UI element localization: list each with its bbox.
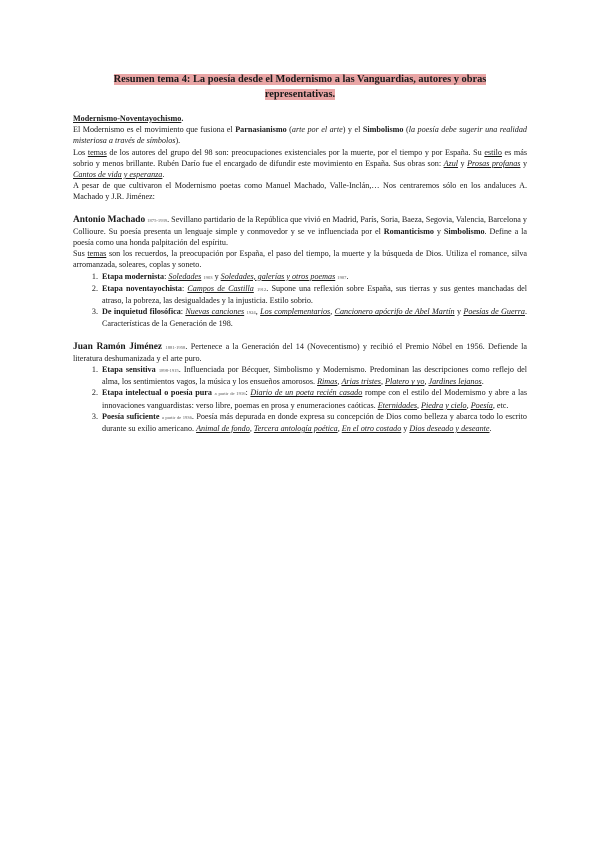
modernismo-paragraph-1: El Modernismo es el movimiento que fusiona el Parnasianismo (arte por el arte) y el Simbolismo (la poesía debe sugerir una realidad misteriosa a través de símbolos).: [73, 125, 527, 146]
modernismo-paragraph-3: A pesar de que cultivaron el Modernismo poetas como Manuel Machado, Valle-Inclán,… Nos centraremos sólo en los andaluces A. Machado y J.R. Jiménez:: [73, 181, 527, 202]
list-item: 3. De inquietud filosófica: Nuevas canciones 1924, Los complementarios, Cancionero apócrifo de Abel Martín y Poesías de Guerra. Características de la Generación de 198.: [100, 306, 527, 329]
list-item: 3. Poesía suficiente a partir de 1936. Poesía más depurada en donde expresa su concepción de Dios como belleza y abarca todo lo escrito durante su exilio americano. Animal de fondo, Tercera antología poética, En el otro costado y Dios deseado y deseante.: [100, 411, 527, 434]
machado-paragraph-2: Sus temas son los recuerdos, la preocupación por España, el paso del tiempo, la muerte y la búsqueda de Dios. Utiliza el romance, silva arromanzada, soleares, coplas y soneto.: [73, 249, 528, 270]
machado-paragraph-1: Antonio Machado 1875-1939. Sevillano partidario de la República que vivió en Madrid, París, Soria, Baeza, Segovia, Valencia, Barcelona y Collioure. Su poesía presenta un lenguaje simple y conmovedor y se ve influenciada por el Romanticismo y Simbolismo. Define a la poesía como una honda palpitación del espíritu.: [73, 214, 528, 248]
machado-name: Antonio Machado: [73, 214, 146, 225]
jimenez-name: Juan Ramón Jiménez: [73, 341, 163, 352]
title-line-1: Resumen tema 4: La poesía desde el Modernismo a las Vanguardias, autores y obras: [113, 74, 487, 85]
modernismo-paragraph-2: Los temas de los autores del grupo del 98 son: preocupaciones existenciales por la muerte, por el tiempo y por España. Su estilo es más sobrio y menos brillante. Rubén Darío fue el encargado de difundir este movimiento en España. Sus obras son: Azul y Prosas profanas y Cantos de vida y esperanza.: [73, 147, 528, 180]
jimenez-paragraph-1: Juan Ramón Jiménez 1881-1958. Pertenece a la Generación del 14 (Novecentismo) y recibió el Premio Nóbel en 1956. Defiende la literatura deshumanizada y el arte puro.: [73, 341, 527, 363]
machado-stages-list: [73, 271, 527, 330]
modernismo-heading: Modernismo-Noventayochismo.: [73, 114, 184, 123]
jimenez-stages-list: [73, 364, 527, 434]
list-item: 1. Etapa modernista: Soledades 1903 y Soledades, galerías y otros poemas 1907.: [100, 271, 527, 283]
list-item: 2. Etapa noventayochista: Campos de Castilla 1912. Supone una reflexión sobre España, sus tierras y sus gentes manchadas del atraso, la pobreza, las desigualdades y la injusticia. Estilo sobrio.: [100, 283, 527, 306]
list-item: 1. Etapa sensitiva 1898-1915. Influenciada por Bécquer, Simbolismo y Modernismo. Predominan las descripciones como reflejo del alma, los sentimientos vagos, la música y los ensueños amorosos. Rimas, Arias tristes, Platero y yo, Jardines lejanos.: [100, 364, 527, 387]
list-item: 2. Etapa intelectual o poesía pura a partir de 1916: Diario de un poeta recién casado rompe con el estilo del Modernismo y abre a las innovaciones vanguardistas: verso libre, poemas en prosa y enumeraciones caóticas. Eternidades, Piedra y cielo, Poesía, etc.: [100, 387, 527, 410]
page-title: [73, 72, 527, 102]
document-body: [73, 113, 527, 434]
title-line-2: representativas.: [264, 89, 336, 100]
